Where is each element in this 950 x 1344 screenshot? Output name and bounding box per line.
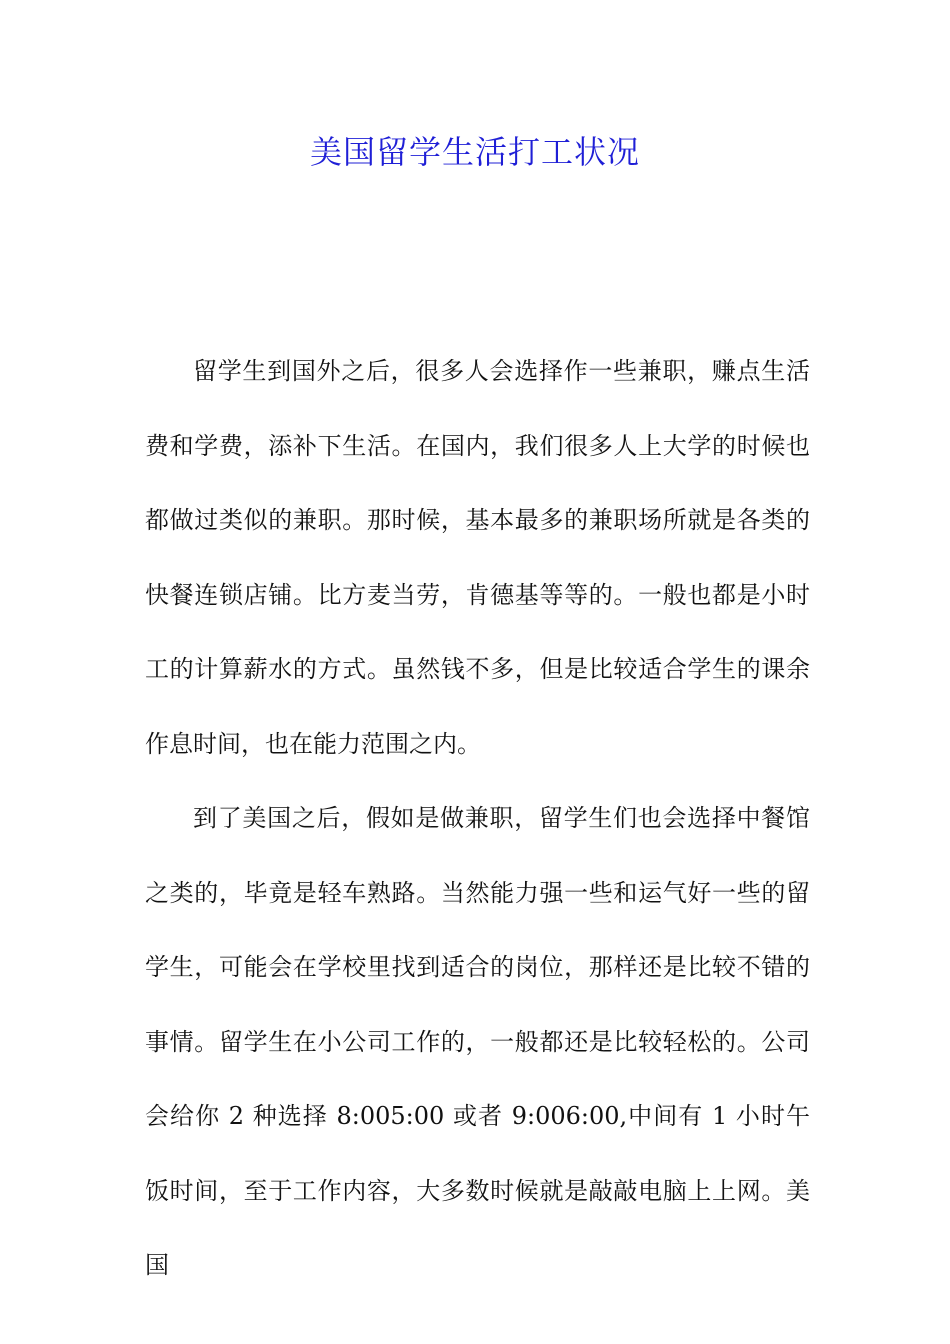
document-title: 美国留学生活打工状况 [309, 133, 640, 171]
paragraph: 留学生到国外之后，很多人会选择作一些兼职，赚点生活费和学费，添补下生活。在国内，我们很多人上大学的时候也都做过类似的兼职。那时候，基本最多的兼职场所就是各类的快餐连锁店铺。比方麦当劳，肯德基等等的。一般也都是小时工的计算薪水的方式。虽然钱不多，但是比较适合学生的课余作息时间，也在能力范围之内。 [145, 357, 810, 758]
paragraph: 到了美国之后，假如是做兼职，留学生们也会选择中餐馆之类的，毕竟是轻车熟路。当然能力强一些和运气好一些的留学生，可能会在学校里找到适合的岗位，那样还是比较不错的事情。留学生在小公司工作的，一般都还是比较轻松的。公司会给你 2 种选择 8:005:00 或者 9:006:00,中间有 1 小时午饭时间，至于工作内容，大多数时候就是敲敲电脑上上网。美国 [145, 804, 810, 1279]
document-body [145, 334, 810, 1303]
